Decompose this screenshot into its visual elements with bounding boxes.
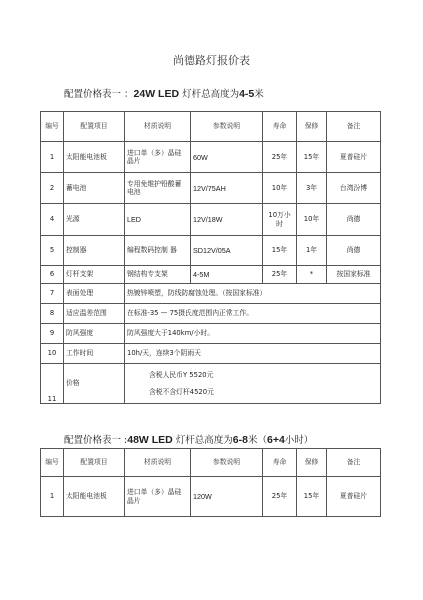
section2-middle: 灯杆总高度为 bbox=[172, 435, 233, 446]
row-item: 防风强度 bbox=[64, 324, 125, 344]
table-row bbox=[41, 344, 381, 364]
section2-heading bbox=[64, 432, 313, 446]
section2-suffix2: 小时） bbox=[284, 435, 314, 446]
row-description: 10h/天，连续3个阴雨天 bbox=[125, 344, 381, 364]
section2-height: 6-8 bbox=[232, 434, 248, 446]
row-item: 控制器 bbox=[64, 236, 125, 266]
row-material: LED bbox=[125, 204, 191, 236]
row-warranty: 10年 bbox=[297, 204, 327, 236]
row-parameter: SD12V/05A bbox=[191, 236, 263, 266]
table-row bbox=[41, 204, 381, 236]
row-warranty: 15年 bbox=[297, 142, 327, 173]
row-description: 防风强度大于140km/小时。 bbox=[125, 324, 381, 344]
row-number: 2 bbox=[41, 173, 64, 204]
row-item: 太阳能电池板 bbox=[64, 477, 125, 517]
row-material: 编程数码控制 器 bbox=[125, 236, 191, 266]
row-note: 台湾汾博 bbox=[327, 173, 381, 204]
row-lifespan: 25年 bbox=[263, 477, 297, 517]
table-row bbox=[41, 236, 381, 266]
header-warranty: 保修 bbox=[297, 449, 327, 477]
section1-height: 4-5 bbox=[239, 88, 255, 100]
table-row-price bbox=[41, 364, 381, 404]
header-item: 配置项目 bbox=[64, 449, 125, 477]
row-lifespan: 25年 bbox=[263, 266, 297, 284]
price-cell bbox=[125, 364, 381, 404]
table-row bbox=[41, 266, 381, 284]
row-item: 蓄电池 bbox=[64, 173, 125, 204]
row-item: 表面处理 bbox=[64, 284, 125, 304]
row-warranty: 3年 bbox=[297, 173, 327, 204]
header-item: 配置项目 bbox=[64, 112, 125, 142]
price-with-pole: 含税人民币Y 5520元 bbox=[149, 371, 214, 380]
header-lifespan: 寿命 bbox=[263, 112, 297, 142]
section2-suffix: 米（ bbox=[247, 435, 267, 446]
row-description: 热镀锌喷塑，防线防腐蚀处理。（按国家标准） bbox=[125, 284, 381, 304]
row-lifespan: 10年 bbox=[263, 173, 297, 204]
row-number: 9 bbox=[41, 324, 64, 344]
row-material: 钢结构专支架 bbox=[125, 266, 191, 284]
row-parameter: 60W bbox=[191, 142, 263, 173]
section2-prefix: 配置价格表一 : bbox=[64, 435, 128, 446]
row-warranty: 1年 bbox=[297, 236, 327, 266]
table1-header-row bbox=[41, 112, 381, 142]
row-material: 进口单（多）晶硅晶片 bbox=[125, 142, 191, 173]
row-note: 尚德 bbox=[327, 204, 381, 236]
document-title: 尚德路灯报价表 bbox=[173, 54, 250, 67]
section1-prefix: 配置价格表一 ： bbox=[64, 89, 134, 100]
header-material: 材质说明 bbox=[125, 449, 191, 477]
row-parameter: 4-5M bbox=[191, 266, 263, 284]
row-lifespan: 15年 bbox=[263, 236, 297, 266]
row-parameter: 12V/75AH bbox=[191, 173, 263, 204]
header-number: 编号 bbox=[41, 449, 64, 477]
row-number: 8 bbox=[41, 304, 64, 324]
row-parameter: 12V/18W bbox=[191, 204, 263, 236]
row-number: 5 bbox=[41, 236, 64, 266]
row-material: 专用免维护铅酸蓄电池 bbox=[125, 173, 191, 204]
row-lifespan: 10万小时 bbox=[263, 204, 297, 236]
row-number: 6 bbox=[41, 266, 64, 284]
table-row bbox=[41, 142, 381, 173]
row-item: 光源 bbox=[64, 204, 125, 236]
table-row bbox=[41, 304, 381, 324]
table2-header-row bbox=[41, 449, 381, 477]
header-material: 材质说明 bbox=[125, 112, 191, 142]
header-lifespan: 寿命 bbox=[263, 449, 297, 477]
row-number: 7 bbox=[41, 284, 64, 304]
header-number: 编号 bbox=[41, 112, 64, 142]
price-table-2 bbox=[40, 448, 381, 517]
header-warranty: 保修 bbox=[297, 112, 327, 142]
row-parameter: 120W bbox=[191, 477, 263, 517]
header-parameter: 参数说明 bbox=[191, 449, 263, 477]
section2-lamp: 48W LED bbox=[127, 434, 173, 446]
section2-hours: 6+4 bbox=[266, 434, 285, 446]
section1-heading bbox=[64, 86, 264, 100]
row-warranty: * bbox=[297, 266, 327, 284]
row-note: 按国家标准 bbox=[327, 266, 381, 284]
row-note: 夏普硅片 bbox=[327, 477, 381, 517]
header-parameter: 参数说明 bbox=[191, 112, 263, 142]
table-row bbox=[41, 284, 381, 304]
row-material: 进口单（多）晶硅晶片 bbox=[125, 477, 191, 517]
table-row bbox=[41, 324, 381, 344]
table-row bbox=[41, 477, 381, 517]
row-lifespan: 25年 bbox=[263, 142, 297, 173]
price-table-1 bbox=[40, 111, 381, 404]
row-number: 4 bbox=[41, 204, 64, 236]
row-item: 灯杆支架 bbox=[64, 266, 125, 284]
row-number: 11 bbox=[41, 364, 64, 404]
price-without-pole: 含税不含灯杆4520元 bbox=[149, 387, 214, 396]
row-note: 夏普硅片 bbox=[327, 142, 381, 173]
row-number: 1 bbox=[41, 477, 64, 517]
header-note: 备注 bbox=[327, 112, 381, 142]
row-item: 价格 bbox=[64, 364, 125, 404]
row-number: 1 bbox=[41, 142, 64, 173]
section1-lamp: 24W LED bbox=[133, 88, 180, 100]
header-note: 备注 bbox=[327, 449, 381, 477]
row-warranty: 15年 bbox=[297, 477, 327, 517]
table-row bbox=[41, 173, 381, 204]
row-description: 在标准-35 — 75摄氏度范围内正常工作。 bbox=[125, 304, 381, 324]
row-number: 10 bbox=[41, 344, 64, 364]
section1-middle: 灯杆总高度为 bbox=[179, 89, 240, 100]
section1-suffix: 米 bbox=[254, 89, 264, 100]
row-item: 太阳能电池板 bbox=[64, 142, 125, 173]
row-item: 适应温差范围 bbox=[64, 304, 125, 324]
row-note: 尚德 bbox=[327, 236, 381, 266]
row-item: 工作时间 bbox=[64, 344, 125, 364]
